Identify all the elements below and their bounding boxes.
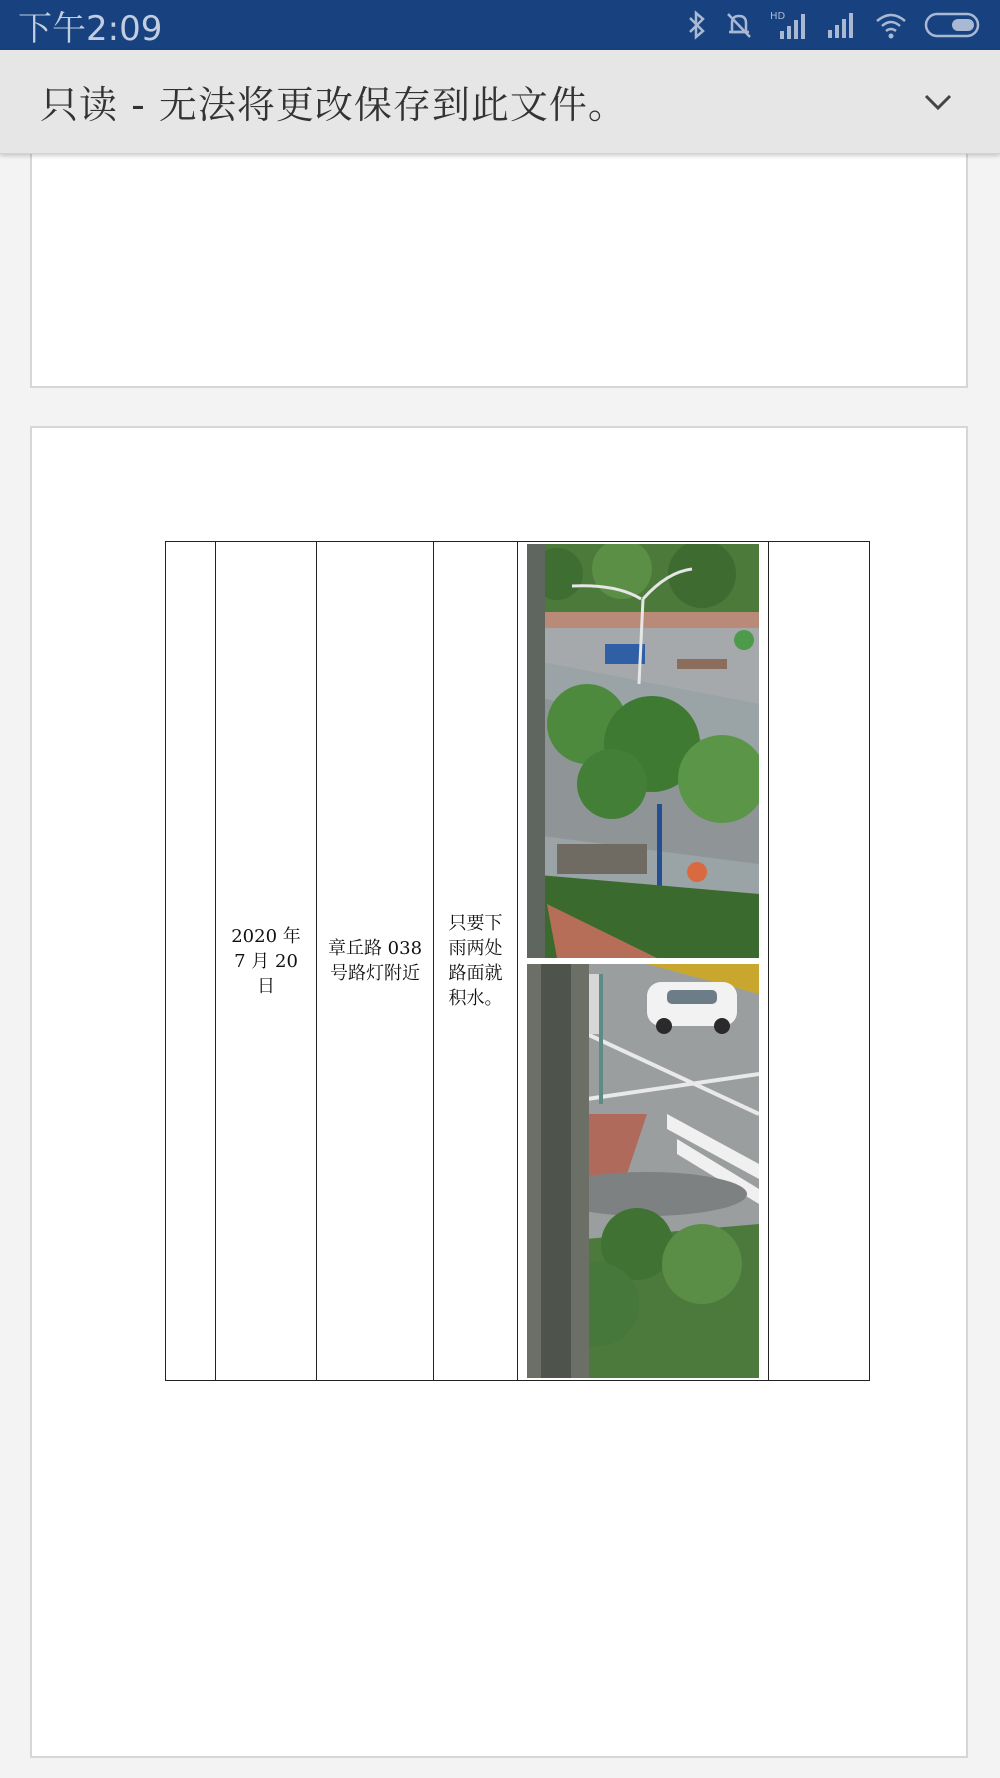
document-page [30,426,968,1758]
document-viewer[interactable] [0,154,1000,1778]
table-row [166,542,870,1381]
readonly-message: 只读 - 无法将更改保存到此文件。 [40,83,627,127]
street-photo-trees-and-stalls [527,544,759,958]
status-bar [0,0,1000,50]
photo-cell [518,542,769,1381]
document-page-previous [30,154,968,388]
signal-icon [826,10,858,40]
mute-bell-icon [724,10,754,40]
svg-text:HD: HD [770,11,786,22]
status-icons [686,9,982,41]
status-time: 下午2:09 [18,8,163,49]
location-text: 章丘路 038 号路灯附近 [327,938,423,984]
date-cell [216,542,317,1381]
chevron-down-icon[interactable] [908,72,968,132]
remark-cell [769,542,870,1381]
description-text: 只要下雨两处路面就积水。 [448,913,503,1009]
readonly-banner [0,50,1000,154]
description-cell [434,542,518,1381]
hd-signal-icon [770,9,810,41]
location-cell [317,542,434,1381]
date-text: 2020 年 7 月 20 日 [231,925,301,997]
index-cell [166,542,216,1381]
street-photo-puddle-and-car [527,964,759,1378]
bluetooth-icon [686,10,708,40]
report-table [165,541,870,1381]
wifi-icon [874,10,908,40]
battery-icon [924,11,982,39]
